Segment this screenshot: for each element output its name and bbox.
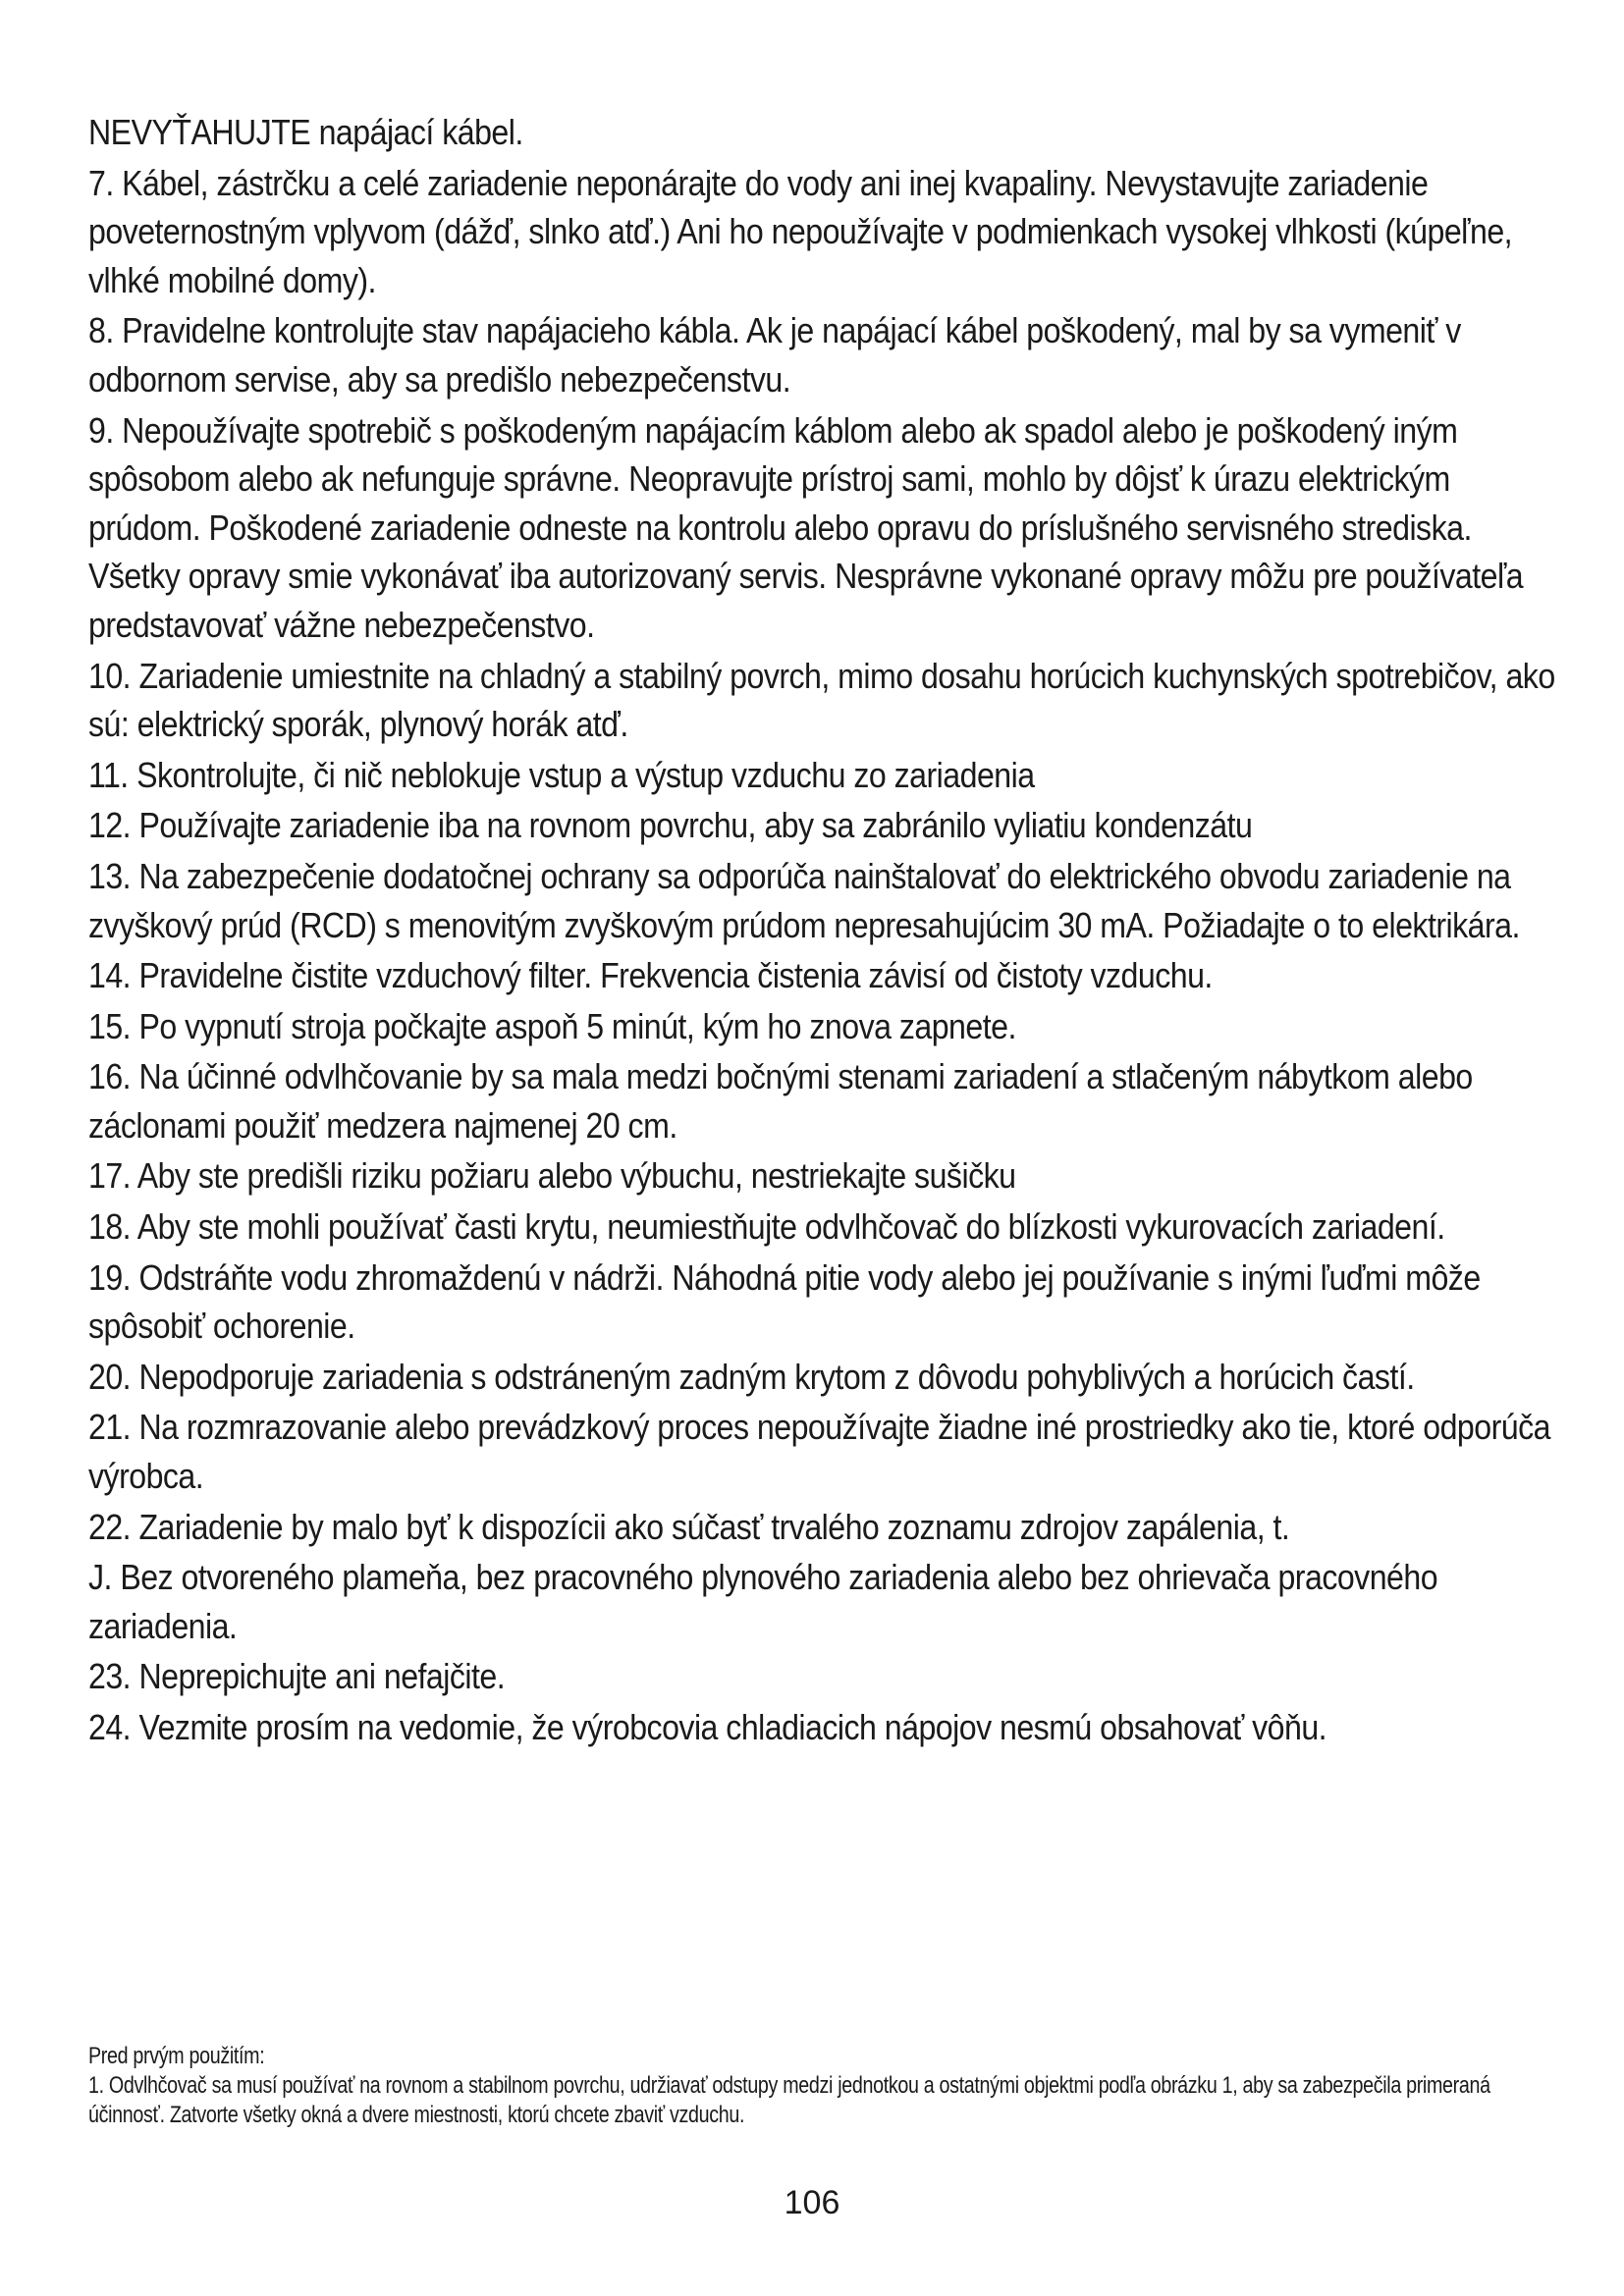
instruction-item-12: 12. Používajte zariadenie iba na rovnom povrchu, aby sa zabránilo vyliatiu kondenzátu [88, 805, 1253, 846]
instruction-item-22-continued: J. Bez otvoreného plameňa, bez pracovného plynového zariadenia alebo bez ohrievača pracovného zariadenia. [88, 1557, 1438, 1646]
instruction-item-21: 21. Na rozmrazovanie alebo prevádzkový proces nepoužívajte žiadne iné prostriedky ako tie, ktoré odporúča výrobca. [88, 1407, 1550, 1497]
safety-instructions [88, 108, 1561, 1754]
instruction-item-22: 22. Zariadenie by malo byť k dispozícii ako súčasť trvalého zoznamu zdrojov zapálenia, t. [88, 1506, 1290, 1547]
instruction-item-8: 8. Pravidelne kontrolujte stav napájacieho kábla. Ak je napájací kábel poškodený, mal by sa vymeniť v odbornom servise, aby sa predišlo nebezpečenstvu. [88, 310, 1461, 400]
first-use-note [88, 2042, 1522, 2130]
instruction-item-7: 7. Kábel, zástrčku a celé zariadenie neponárajte do vody ani inej kvapaliny. Nevystavujte zariadenie poveternostným vplyvom (dážď, slnko atď.) Ani ho nepoužívajte v podmienkach vysokej vlhkosti (kúpeľne, vlhké mobilné domy). [88, 162, 1513, 300]
instruction-item-20: 20. Nepodporuje zariadenia s odstráneným zadným krytom z dôvodu pohyblivých a horúcich častí. [88, 1356, 1415, 1397]
instruction-item-14: 14. Pravidelne čistite vzduchový filter. Frekvencia čistenia závisí od čistoty vzduchu. [88, 955, 1213, 996]
instruction-item-11: 11. Skontrolujte, či nič neblokuje vstup a výstup vzduchu zo zariadenia [88, 754, 1035, 795]
instruction-item-18: 18. Aby ste mohli používať časti krytu, neumiestňujte odvlhčovač do blízkosti vykurovacích zariadení. [88, 1206, 1445, 1248]
instruction-item-15: 15. Po vypnutí stroja počkajte aspoň 5 minút, kým ho znova zapnete. [88, 1005, 1016, 1046]
intro-line: NEVYŤAHUJTE napájací kábel. [88, 112, 523, 152]
instruction-item-23: 23. Neprepichujte ani nefajčite. [88, 1656, 506, 1697]
page-number: 106 [784, 2184, 840, 2221]
instruction-item-9: 9. Nepoužívajte spotrebič s poškodeným napájacím káblom alebo ak spadol alebo je poškodený iným spôsobom alebo ak nefunguje správne. Neopravujte prístroj sami, mohlo by dôjsť k úrazu elektrickým prúdom. Poškodené zariadenie odneste na kontrolu alebo opravu do príslušného servisného strediska. Všetky opravy smie vykonávať iba autorizovaný servis. Nesprávne vykonané opravy môžu pre používateľa predstavovať vážne nebezpečenstvo. [88, 409, 1524, 645]
instruction-item-10: 10. Zariadenie umiestnite na chladný a stabilný povrch, mimo dosahu horúcich kuchynských spotrebičov, ako sú: elektrický sporák, plynový horák atď. [88, 655, 1555, 745]
first-use-text: 1. Odvlhčovač sa musí používať na rovnom a stabilnom povrchu, udržiavať odstupy medzi jednotkou a ostatnými objektmi podľa obrázku 1, aby sa zabezpečila primeraná účinnosť. Zatvorte všetky okná a dvere miestnosti, ktorú chcete zbaviť vzduchu. [88, 2072, 1490, 2128]
instruction-item-13: 13. Na zabezpečenie dodatočnej ochrany sa odporúča nainštalovať do elektrického obvodu zariadenie na zvyškový prúd (RCD) s menovitým zvyškovým prúdom nepresahujúcim 30 mA. Požiadajte o to elektrikára. [88, 855, 1520, 945]
instruction-item-17: 17. Aby ste predišli riziku požiaru alebo výbuchu, nestriekajte sušičku [88, 1155, 1016, 1197]
instruction-item-24: 24. Vezmite prosím na vedomie, že výrobcovia chladiacich nápojov nesmú obsahovať vôňu. [88, 1707, 1327, 1747]
first-use-heading: Pred prvým použitím: [88, 2043, 265, 2069]
instruction-item-19: 19. Odstráňte vodu zhromaždenú v nádrži. Náhodná pitie vody alebo jej používanie s inými ľuďmi môže spôsobiť ochorenie. [88, 1256, 1481, 1347]
instruction-item-16: 16. Na účinné odvlhčovanie by sa mala medzi bočnými stenami zariadení a stlačeným nábytkom alebo záclonami použiť medzera najmenej 20 cm. [88, 1056, 1473, 1146]
